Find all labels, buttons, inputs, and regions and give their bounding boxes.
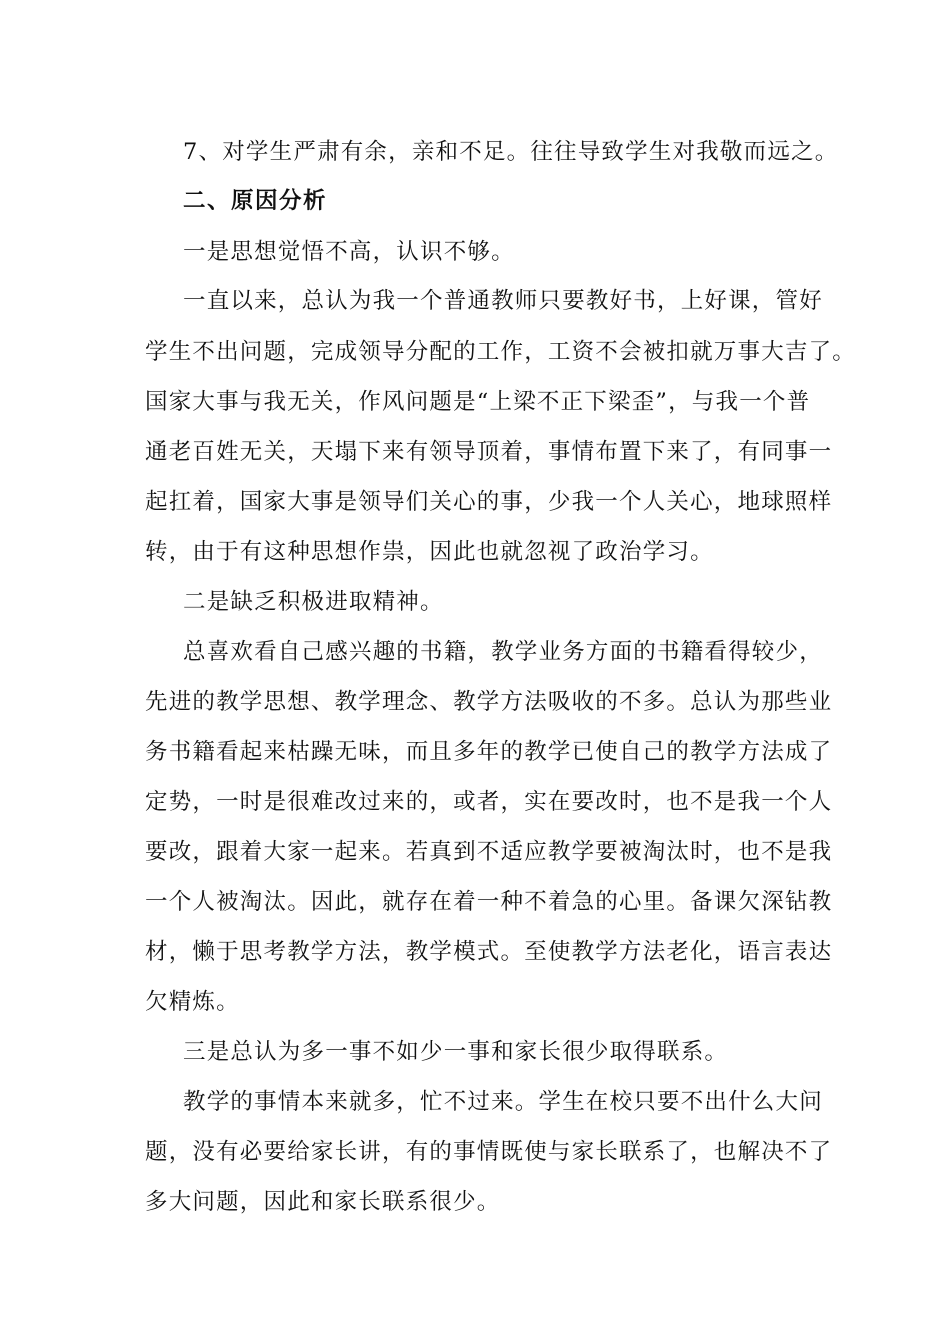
paragraph-line: 通老百姓无关，天塌下来有领导顶着，事情布置下来了，有同事一 xyxy=(145,439,833,465)
paragraph-line: 先进的教学思想、教学理念、教学方法吸收的不多。总认为那些业 xyxy=(145,689,833,715)
paragraph-line: 国家大事与我无关，作风问题是“上梁不正下梁歪”，与我一个普 xyxy=(145,389,811,415)
paragraph-line: 务书籍看起来枯躁无味，而且多年的教学已使自己的教学方法成了 xyxy=(145,739,833,765)
paragraph-line: 转，由于有这种思想作祟，因此也就忽视了政治学习。 xyxy=(145,539,714,565)
paragraph-line: 欠精炼。 xyxy=(145,989,240,1015)
paragraph-line: 要改，跟着大家一起来。若真到不适应教学要被淘汰时，也不是我 xyxy=(145,839,833,865)
paragraph-line: 教学的事情本来就多，忙不过来。学生在校只要不出什么大问 xyxy=(183,1089,823,1115)
section-heading: 二、原因分析 xyxy=(183,188,328,214)
paragraph-line: 起扛着，国家大事是领导们关心的事，少我一个人关心，地球照样 xyxy=(145,489,833,515)
paragraph-line: 总喜欢看自己感兴趣的书籍，教学业务方面的书籍看得较少， xyxy=(183,639,823,665)
subheading-line: 三是总认为多一事不如少一事和家长很少取得联系。 xyxy=(183,1039,729,1065)
subheading-line: 一是思想觉悟不高，认识不够。 xyxy=(183,239,515,265)
subheading-line: 二是缺乏积极进取精神。 xyxy=(183,589,444,615)
paragraph-line: 材，懒于思考教学方法，教学模式。至使教学方法老化，语言表达 xyxy=(145,939,833,965)
paragraph-line: 一个人被淘汰。因此，就存在着一种不着急的心里。备课欠深钻教 xyxy=(145,889,833,915)
paragraph-line: 学生不出问题，完成领导分配的工作，工资不会被扣就万事大吉了。 xyxy=(145,339,857,365)
paragraph-line: 7、对学生严肃有余，亲和不足。往往导致学生对我敬而远之。 xyxy=(183,139,839,165)
paragraph-line: 多大问题，因此和家长联系很少。 xyxy=(145,1189,501,1215)
paragraph-line: 定势，一时是很难改过来的，或者，实在要改时，也不是我一个人 xyxy=(145,789,833,815)
paragraph-line: 一直以来，总认为我一个普通教师只要教好书，上好课，管好 xyxy=(183,288,823,314)
paragraph-line: 题，没有必要给家长讲，有的事情既使与家长联系了，也解决不了 xyxy=(145,1139,833,1165)
